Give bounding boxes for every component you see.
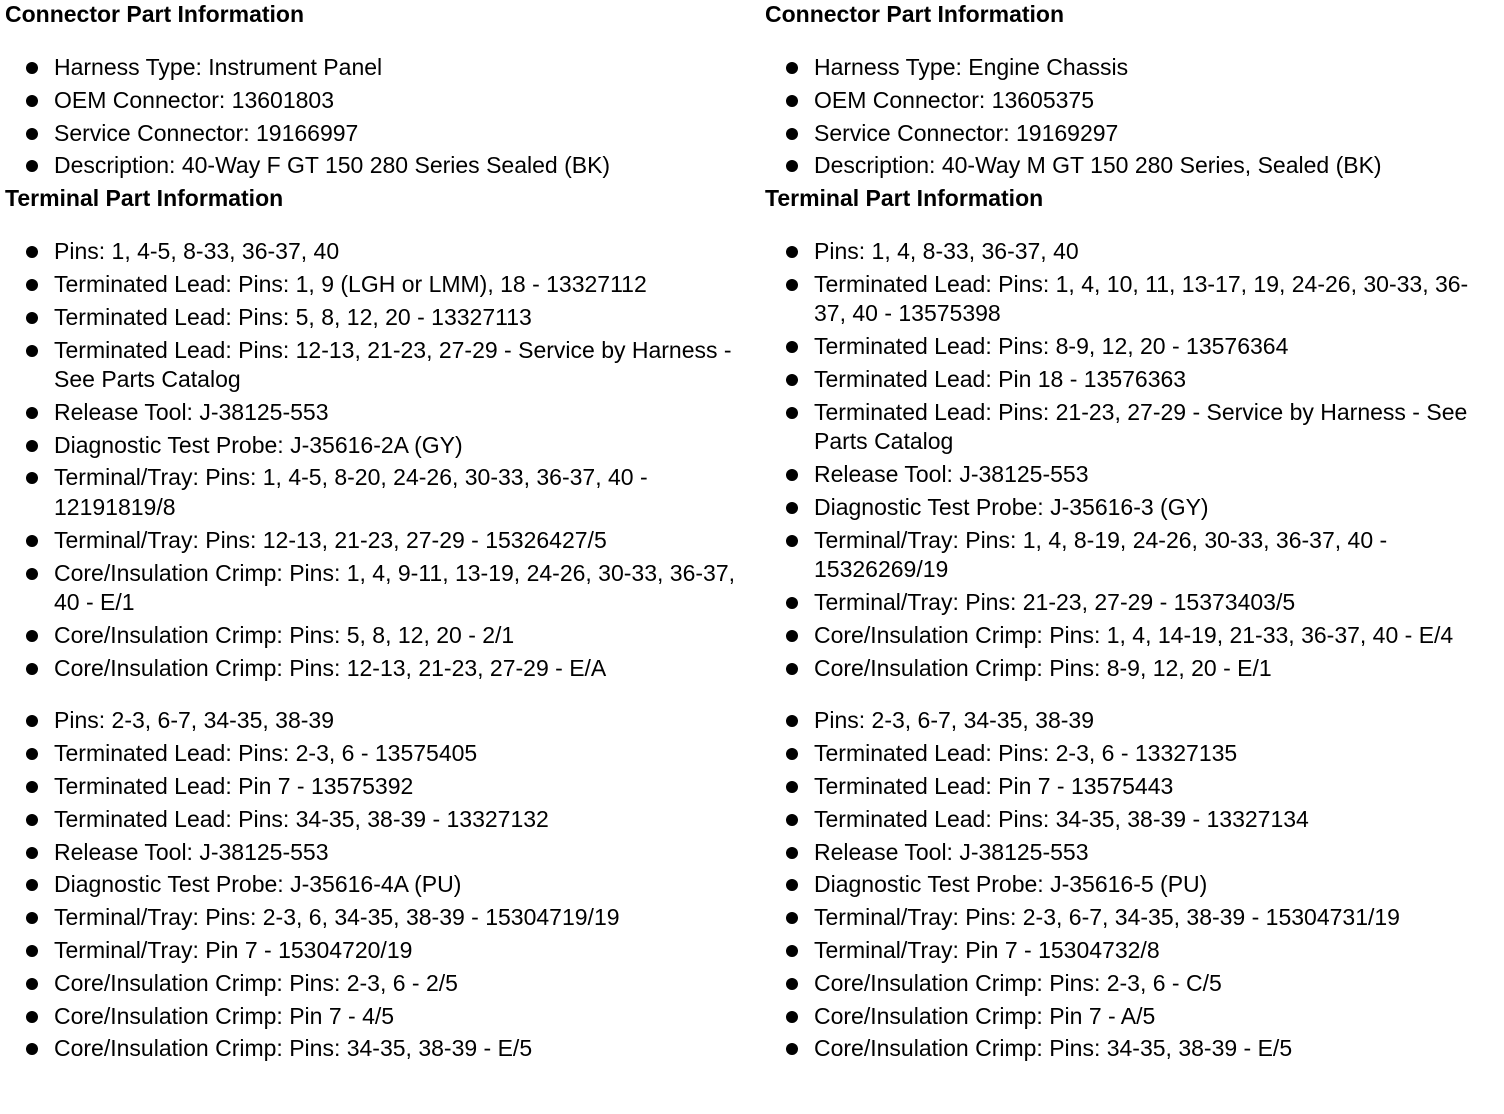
bullet-icon (786, 502, 798, 514)
bullet-icon (26, 1011, 38, 1023)
list-item (5, 398, 745, 428)
list-item (765, 870, 1495, 900)
list-item (765, 838, 1495, 868)
list-item-text: Core/Insulation Crimp: Pins: 34-35, 38-39 - E/5 (54, 1035, 533, 1062)
list-item (5, 463, 745, 522)
list-item-text: Terminal/Tray: Pins: 1, 4, 8-19, 24-26, 30-33, 36-37, 40 - 15326269/19 (814, 526, 1388, 583)
list-item-text: OEM Connector: 13601803 (54, 86, 335, 113)
bullet-icon (26, 95, 38, 107)
bullet-icon (26, 663, 38, 675)
list-item-text: Terminal/Tray: Pins: 2-3, 6-7, 34-35, 38-39 - 15304731/19 (814, 904, 1400, 931)
list-item-text: Terminal/Tray: Pins: 21-23, 27-29 - 15373403/5 (814, 589, 1296, 616)
list-item (765, 969, 1495, 999)
list-item (765, 365, 1495, 395)
bullet-icon (786, 912, 798, 924)
bullet-icon (786, 407, 798, 419)
list-item (765, 332, 1495, 362)
bullet-icon (786, 847, 798, 859)
bullet-icon (786, 128, 798, 140)
terminal-info-list-1 (5, 237, 745, 683)
list-item (765, 936, 1495, 966)
terminal-info-list-2 (765, 706, 1495, 1063)
list-item-text: Terminated Lead: Pins: 12-13, 21-23, 27-29 - Service by Harness - See Parts Catalog (54, 336, 732, 393)
terminal-part-information-title: Terminal Part Information (5, 185, 284, 212)
list-item (765, 270, 1495, 329)
list-item (765, 493, 1495, 523)
list-item-text: Terminated Lead: Pin 7 - 13575392 (54, 773, 414, 800)
bullet-icon (786, 945, 798, 957)
list-item-text: Terminated Lead: Pins: 8-9, 12, 20 - 13576364 (814, 333, 1289, 360)
list-item-text: Terminated Lead: Pins: 2-3, 6 - 13575405 (54, 740, 478, 767)
list-item (765, 805, 1495, 835)
connector-part-information-title: Connector Part Information (5, 1, 305, 27)
list-item (5, 1034, 745, 1064)
bullet-icon (786, 246, 798, 258)
list-item (765, 706, 1495, 736)
list-item (5, 303, 745, 333)
list-item (765, 1002, 1495, 1032)
list-item-text: Core/Insulation Crimp: Pins: 8-9, 12, 20 - E/1 (814, 654, 1272, 681)
list-item-text: Terminated Lead: Pin 18 - 13576363 (814, 366, 1187, 393)
bullet-icon (26, 62, 38, 74)
bullet-icon (26, 847, 38, 859)
list-item-text: Diagnostic Test Probe: J-35616-3 (GY) (814, 493, 1209, 520)
bullet-icon (786, 1043, 798, 1055)
list-item-text: Core/Insulation Crimp: Pins: 2-3, 6 - C/5 (814, 969, 1222, 996)
list-item (765, 53, 1495, 83)
list-item (5, 969, 745, 999)
bullet-icon (786, 160, 798, 172)
list-item-text: Pins: 2-3, 6-7, 34-35, 38-39 (814, 707, 1094, 734)
bullet-icon (786, 62, 798, 74)
bullet-icon (786, 1011, 798, 1023)
terminal-info-list-2 (5, 706, 745, 1063)
list-item-text: Core/Insulation Crimp: Pins: 34-35, 38-39 - E/5 (814, 1035, 1293, 1062)
bullet-icon (26, 472, 38, 484)
list-item-text: Terminated Lead: Pins: 5, 8, 12, 20 - 13327113 (54, 303, 532, 330)
list-item (5, 621, 745, 651)
bullet-icon (26, 535, 38, 547)
list-item (5, 237, 745, 267)
list-item (5, 526, 745, 556)
list-item-text: Core/Insulation Crimp: Pins: 12-13, 21-23, 27-29 - E/A (54, 654, 607, 681)
list-item-text: Release Tool: J-38125-553 (54, 838, 329, 865)
list-item-text: Terminated Lead: Pin 7 - 13575443 (814, 773, 1174, 800)
list-item (5, 53, 745, 83)
list-item-text: Core/Insulation Crimp: Pin 7 - A/5 (814, 1002, 1156, 1029)
bullet-icon (786, 374, 798, 386)
left-column (5, 0, 745, 1067)
bullet-icon (26, 312, 38, 324)
list-item-text: Terminated Lead: Pins: 2-3, 6 - 13327135 (814, 740, 1238, 767)
list-item (5, 336, 745, 395)
bullet-icon (26, 715, 38, 727)
list-item (765, 903, 1495, 933)
list-item-text: Release Tool: J-38125-553 (814, 838, 1089, 865)
bullet-icon (26, 814, 38, 826)
connector-part-information-title: Connector Part Information (765, 1, 1065, 27)
bullet-icon (26, 748, 38, 760)
bullet-icon (26, 781, 38, 793)
list-item (765, 1034, 1495, 1064)
bullet-icon (26, 160, 38, 172)
list-item (765, 654, 1495, 684)
list-item-text: Pins: 1, 4-5, 8-33, 36-37, 40 (54, 238, 340, 265)
list-item-text: Harness Type: Instrument Panel (54, 54, 383, 80)
bullet-icon (786, 978, 798, 990)
bullet-icon (786, 95, 798, 107)
list-item (5, 739, 745, 769)
list-item (5, 654, 745, 684)
list-item (5, 151, 745, 181)
list-item-text: Release Tool: J-38125-553 (54, 398, 329, 425)
list-item (765, 526, 1495, 585)
bullet-icon (26, 978, 38, 990)
bullet-icon (786, 663, 798, 675)
list-item-text: Pins: 2-3, 6-7, 34-35, 38-39 (54, 707, 334, 734)
list-item (5, 772, 745, 802)
list-item-text: Service Connector: 19169297 (814, 119, 1119, 146)
list-item-text: Terminal/Tray: Pins: 12-13, 21-23, 27-29 - 15326427/5 (54, 526, 607, 553)
bullet-icon (26, 246, 38, 258)
list-item (765, 237, 1495, 267)
list-item (765, 739, 1495, 769)
list-item-text: Core/Insulation Crimp: Pins: 2-3, 6 - 2/5 (54, 969, 458, 996)
bullet-icon (786, 781, 798, 793)
list-item (5, 870, 745, 900)
right-column (765, 0, 1495, 1067)
list-item (5, 431, 745, 461)
bullet-icon (26, 945, 38, 957)
bullet-icon (786, 341, 798, 353)
terminal-part-information-title: Terminal Part Information (765, 185, 1044, 212)
list-item-text: OEM Connector: 13605375 (814, 86, 1095, 113)
list-item (5, 805, 745, 835)
list-item (765, 86, 1495, 116)
list-item (5, 903, 745, 933)
bullet-icon (26, 440, 38, 452)
list-item-text: Terminal/Tray: Pins: 1, 4-5, 8-20, 24-26, 30-33, 36-37, 40 - 12191819/8 (54, 464, 648, 520)
list-item-text: Service Connector: 19166997 (54, 119, 359, 146)
list-item (5, 706, 745, 736)
list-item (5, 270, 745, 300)
connector-info-list (765, 53, 1495, 181)
bullet-icon (26, 912, 38, 924)
terminal-info-list-1 (765, 237, 1495, 683)
list-item-text: Description: 40-Way F GT 150 280 Series Sealed (BK) (54, 152, 611, 179)
list-item (5, 86, 745, 116)
bullet-icon (786, 748, 798, 760)
list-item-text: Core/Insulation Crimp: Pins: 1, 4, 14-19, 21-33, 36-37, 40 - E/4 (814, 621, 1454, 648)
bullet-icon (786, 879, 798, 891)
list-item (5, 838, 745, 868)
list-item-text: Terminated Lead: Pins: 1, 9 (LGH or LMM), 18 - 13327112 (54, 270, 647, 297)
bullet-icon (26, 128, 38, 140)
bullet-icon (786, 469, 798, 481)
list-item-text: Terminated Lead: Pins: 34-35, 38-39 - 13327132 (54, 805, 549, 832)
bullet-icon (786, 715, 798, 727)
list-item (5, 119, 745, 149)
list-item-text: Terminal/Tray: Pin 7 - 15304720/19 (54, 937, 413, 964)
bullet-icon (26, 879, 38, 891)
bullet-icon (786, 597, 798, 609)
bullet-icon (786, 535, 798, 547)
bullet-icon (26, 568, 38, 580)
list-item-text: Terminated Lead: Pins: 21-23, 27-29 - Service by Harness - See Parts Catalog (814, 398, 1468, 455)
list-item (5, 559, 745, 618)
list-item-text: Core/Insulation Crimp: Pin 7 - 4/5 (54, 1002, 395, 1029)
list-item (765, 588, 1495, 618)
list-item (765, 119, 1495, 149)
bullet-icon (26, 279, 38, 291)
bullet-icon (26, 407, 38, 419)
list-item-text: Harness Type: Engine Chassis (814, 54, 1129, 80)
bullet-icon (26, 630, 38, 642)
list-item (765, 460, 1495, 490)
bullet-icon (26, 345, 38, 357)
list-item (765, 621, 1495, 651)
list-item (765, 151, 1495, 181)
bullet-icon (786, 279, 798, 291)
list-item (765, 772, 1495, 802)
list-item-text: Terminated Lead: Pins: 1, 4, 10, 11, 13-17, 19, 24-26, 30-33, 36-37, 40 - 13575398 (814, 270, 1469, 327)
list-item-text: Core/Insulation Crimp: Pins: 5, 8, 12, 20 - 2/1 (54, 621, 515, 648)
list-item (765, 398, 1495, 457)
bullet-icon (26, 1043, 38, 1055)
connector-info-list (5, 53, 745, 181)
list-item-text: Release Tool: J-38125-553 (814, 461, 1089, 488)
bullet-icon (786, 814, 798, 826)
bullet-icon (786, 630, 798, 642)
list-item-text: Terminated Lead: Pins: 34-35, 38-39 - 13327134 (814, 805, 1309, 832)
list-item-text: Core/Insulation Crimp: Pins: 1, 4, 9-11, 13-19, 24-26, 30-33, 36-37, 40 - E/1 (54, 559, 736, 616)
list-item (5, 1002, 745, 1032)
list-item-text: Diagnostic Test Probe: J-35616-5 (PU) (814, 871, 1208, 898)
list-item (5, 936, 745, 966)
list-item-text: Terminal/Tray: Pin 7 - 15304732/8 (814, 937, 1160, 964)
list-item-text: Terminal/Tray: Pins: 2-3, 6, 34-35, 38-39 - 15304719/19 (54, 904, 620, 931)
list-item-text: Pins: 1, 4, 8-33, 36-37, 40 (814, 238, 1079, 265)
list-item-text: Diagnostic Test Probe: J-35616-2A (GY) (54, 431, 463, 458)
list-item-text: Diagnostic Test Probe: J-35616-4A (PU) (54, 871, 462, 898)
list-item-text: Description: 40-Way M GT 150 280 Series, Sealed (BK) (814, 152, 1382, 179)
